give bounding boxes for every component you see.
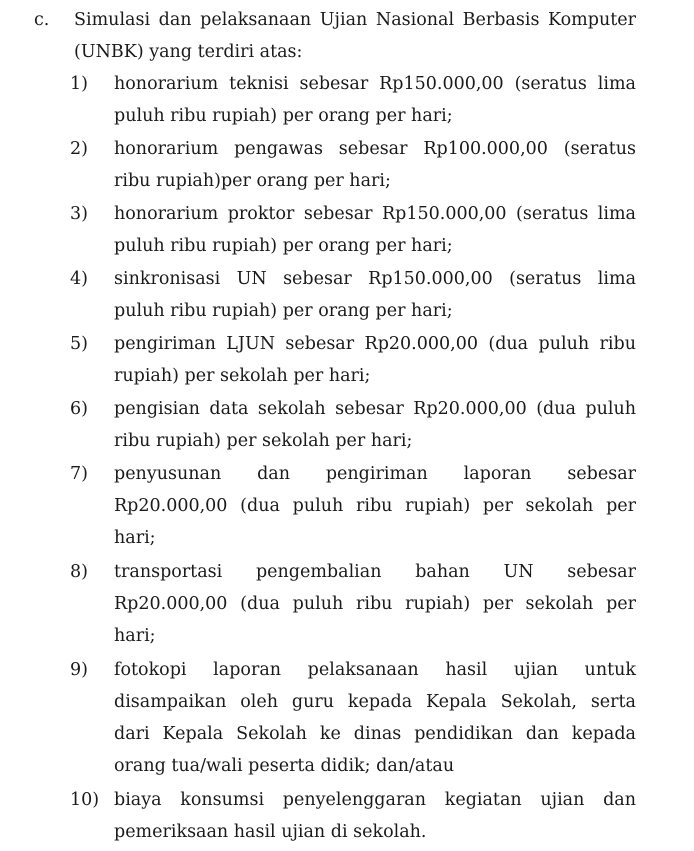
list-item-line: orang tua/wali peserta didik; dan/atau bbox=[114, 756, 455, 776]
list-item-line: transportasi pengembalian bahan UN sebesar bbox=[114, 562, 636, 582]
list-item-line: honorarium teknisi sebesar Rp150.000,00 (seratus lima bbox=[114, 74, 636, 94]
list-item-line: pengiriman LJUN sebesar Rp20.000,00 (dua puluh ribu bbox=[114, 334, 636, 354]
list-item-line: ribu rupiah)per orang per hari; bbox=[114, 171, 391, 191]
list-item-number: 6) bbox=[70, 399, 88, 419]
list-item-line: Rp20.000,00 (dua puluh ribu rupiah) per sekolah per bbox=[114, 594, 636, 614]
list-item-line: pengisian data sekolah sebesar Rp20.000,00 (dua puluh bbox=[114, 399, 636, 419]
list-item-number: 2) bbox=[70, 139, 88, 159]
list-item-line: honorarium pengawas sebesar Rp100.000,00 (seratus bbox=[114, 139, 636, 159]
list-item-line: rupiah) per sekolah per hari; bbox=[114, 366, 371, 386]
list-item-line: puluh ribu rupiah) per orang per hari; bbox=[114, 301, 453, 321]
section-heading-line-2: (UNBK) yang terdiri atas: bbox=[74, 42, 303, 62]
list-item-line: Rp20.000,00 (dua puluh ribu rupiah) per sekolah per bbox=[114, 496, 636, 516]
list-item-number: 1) bbox=[70, 74, 88, 94]
list-item-number: 7) bbox=[70, 464, 88, 484]
list-item-number: 10) bbox=[70, 790, 100, 810]
list-item-line: ribu rupiah) per sekolah per hari; bbox=[114, 431, 413, 451]
list-item-number: 8) bbox=[70, 562, 88, 582]
list-item-number: 4) bbox=[70, 269, 88, 289]
list-item-line: disampaikan oleh guru kepada Kepala Sekolah, serta bbox=[114, 692, 636, 712]
section-heading-line-1: Simulasi dan pelaksanaan Ujian Nasional Berbasis Komputer bbox=[74, 10, 636, 30]
list-item-line: biaya konsumsi penyelenggaran kegiatan ujian dan bbox=[114, 790, 636, 810]
list-item-number: 9) bbox=[70, 660, 88, 680]
list-item-line: hari; bbox=[114, 528, 156, 548]
list-item-line: puluh ribu rupiah) per orang per hari; bbox=[114, 236, 453, 256]
section-letter: c. bbox=[34, 10, 50, 30]
list-item-line: pemeriksaan hasil ujian di sekolah. bbox=[114, 822, 427, 842]
list-item-line: honorarium proktor sebesar Rp150.000,00 (seratus lima bbox=[114, 204, 636, 224]
list-item-number: 5) bbox=[70, 334, 88, 354]
list-item-line: puluh ribu rupiah) per orang per hari; bbox=[114, 106, 453, 126]
list-item-line: sinkronisasi UN sebesar Rp150.000,00 (seratus lima bbox=[114, 269, 636, 289]
list-item-line: penyusunan dan pengiriman laporan sebesar bbox=[114, 464, 636, 484]
list-item-line: hari; bbox=[114, 626, 156, 646]
list-item-number: 3) bbox=[70, 204, 88, 224]
list-item-line: fotokopi laporan pelaksanaan hasil ujian untuk bbox=[114, 660, 636, 680]
list-item-line: dari Kepala Sekolah ke dinas pendidikan dan kepada bbox=[114, 724, 636, 744]
